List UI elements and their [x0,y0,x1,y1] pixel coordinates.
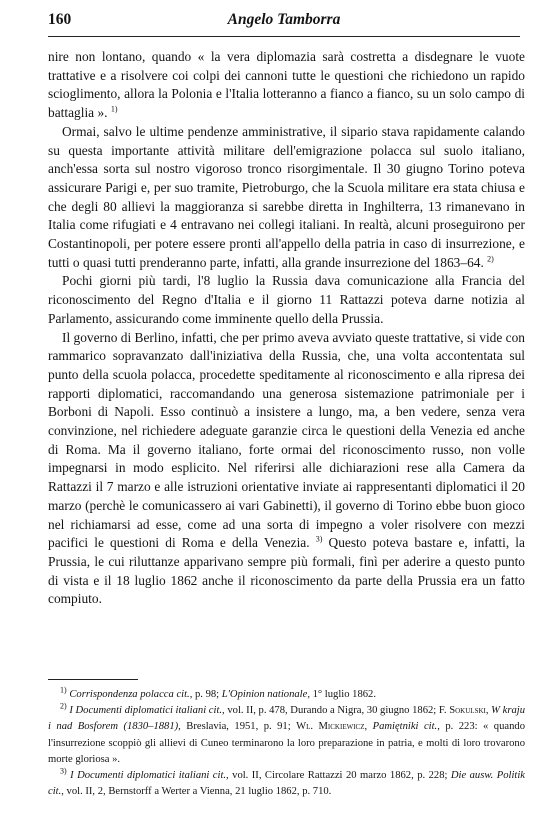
footnote-ref-1: 1) [110,104,118,114]
footnote-ref-2: 2) [487,254,494,264]
footnote-1-title-2: L'Opinion nationale [221,689,308,700]
footnote-2-text-b: , Breslavia, 1951, p. 91; [178,721,297,733]
footnotes [48,687,525,800]
paragraph-4-text-a: Il governo di Berlino, infatti, che per primo aveva avviato queste trattative, si vide con rammarico sopravanzato dall'iniziativa della Russia, che, una volta accontentata sul punto della scuola polacca, procedette speditamente al riconoscimento e alla ripresa dei rapporti diplomatici, raccomandando una generosa sistemazione patrimoniale per i Borboni di Napoli. Esso continuò a insistere a lungo, ma, a ben vedere, senza vera convinzione, nel richiedere adeguate garanzie circa le questioni della Venezia ed anche di Roma. Ma il governo italiano, forte ormai del riconoscimento russo, non volle impegnarsi in modo esplicito. Nel riferirsi alle dichiarazioni rese alla Camera da Rattazzi il 7 marzo e alle istruzioni orientative inviate ai rappresentanti diplomatici il 20 marzo (perchè le comunicassero ai vari Gabinetti), il governo di Torino ebbe buon gioco nel richiamarsi ad esse, come ad una sorta di impegno a voler risolvere con mezzi pacifici le questioni di Roma e della Venezia. [48,329,525,551]
running-title: Angelo Tamborra [227,11,341,28]
footnote-1-title: Corrispondenza polacca cit. [69,689,190,700]
footnote-2-author-2: Wl. Mickiewicz [296,721,365,733]
footnote-2-title-3: Pamiętniki cit. [372,721,438,733]
footnote-1-mid: , p. 98; [189,689,222,700]
footnote-2-title: I Documenti diplomatici italiani cit. [69,705,223,717]
paragraph-3 [48,272,525,328]
footnote-1 [48,687,525,703]
paragraph-3-text: Pochi giorni più tardi, l'8 luglio la Russia dava comunicazione alla Francia del riconoscimento del Regno d'Italia e il giorno 11 Rattazzi poteva darne notizia al Parlamento, assicurando come imminente quello della Prussia. [48,273,525,326]
footnote-1-end: , 1° luglio 1862. [307,689,376,700]
paragraph-1-text: nire non lontano, quando « la vera diplomazia sarà costretta a disdegnare le vuote trattative e a risolvere coi colpi dei cannoni tutte le questioni che richiedono un rapido scioglimento, allora la Polonia e l'Italia lotteranno a fianco a fianco, su un solo campo di battaglia ». [48,49,525,121]
paragraph-4 [48,329,525,610]
running-head [48,8,520,37]
paragraph-4-text-b: Questo poteva bastare e, infatti, la Prussia, le cui riluttanze apparivano sempre più formali, finì per aderire a questo punto di vista e il 18 luglio 1862 anche il riconoscimento da parte della Prussia era un fatto compiuto. [48,535,525,607]
footnote-2-sep-1: , [485,705,492,717]
footnote-2-text-a: , vol. II, p. 478, Durando a Nigra, 30 giugno 1862; F. [222,705,450,717]
footnote-1-mark: 1) [60,685,67,695]
footnote-3-title: I Documenti diplomatici italiani cit. [70,770,227,782]
paragraph-2-text: Ormai, salvo le ultime pendenze amministrative, il sipario stava rapidamente calando su questa importante attività militare dell'emigrazione polacca sul suolo italiano, anch'essa sorta sul nostro vigoroso tronco risorgimentale. Il 30 giugno Torino poteva assicurare Parigi e, per suo tramite, Pietroburgo, che la Scuola militare era stata chiusa e che degli 80 allievi la maggioranza si sarebbe diretta in Inghilterra, 13 rimanevano in Italia come rifugiati e 4 entravano nei collegi italiani. In realtà, alcuni proseguirono per Costantinopoli, per potere essere pronti all'appello della patria in caso di insurrezione, e tutti o quasi tutti prenderanno parte, infatti, alla grande insurrezione del 1863–64. [48,123,525,270]
paragraph-1 [48,48,525,123]
footnote-2-mark: 2) [60,701,67,711]
paragraph-2 [48,123,525,273]
page-number: 160 [48,11,72,28]
footnote-ref-3: 3) [315,534,323,544]
footnote-3-text-b: , vol. II, 2, Bernstorff a Werter a Vienna, 21 luglio 1862, p. 710. [61,786,332,798]
footnote-2-author-1: Sokulski [449,705,486,717]
footnote-2 [48,703,525,768]
footnote-3 [48,768,525,800]
body-text [48,48,525,609]
footnote-3-mark: 3) [60,766,67,776]
footnote-2-text-c: , p. 223: « quando l'insurrezione scoppiò gli allievi di Cuneo terminarono la loro preparazione in patria, e molti di loro trovarono morte gloriosa ». [48,721,525,765]
footnote-rule [48,679,138,680]
footnote-2-title-2: W kraju i nad Bosforem (1830–1881) [48,705,525,733]
footnote-3-title-2: Die ausw. Politik cit. [48,770,525,798]
footnote-3-text-a: , vol. II, Circolare Rattazzi 20 marzo 1862, p. 228; [226,770,451,782]
footnote-2-sep-2: , [364,721,373,733]
